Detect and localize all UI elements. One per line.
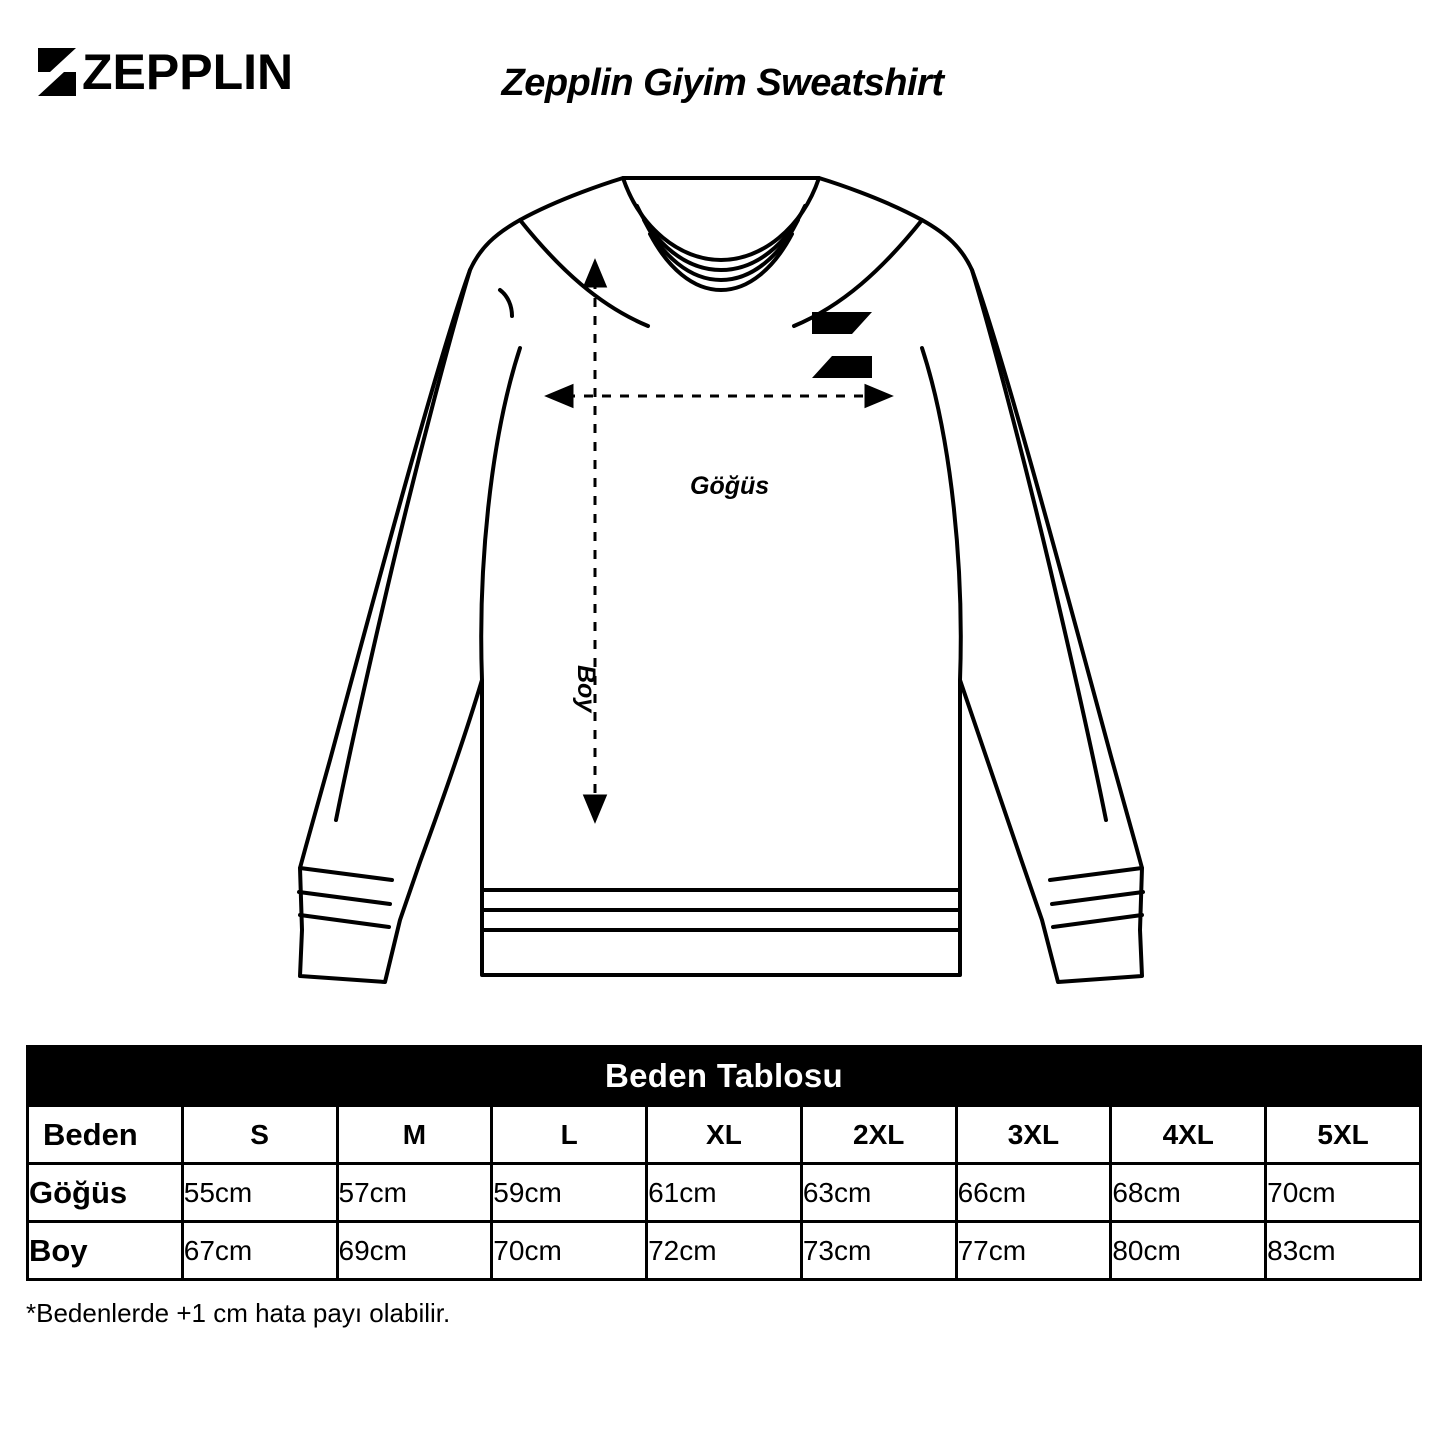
header-cell-4xl: 4XL <box>1111 1106 1266 1164</box>
header-cell-beden: Beden <box>28 1106 183 1164</box>
cell-gogus-3xl: 66cm <box>956 1164 1111 1222</box>
cell-boy-5xl: 83cm <box>1266 1222 1421 1280</box>
header-cell-s: S <box>182 1106 337 1164</box>
page-header <box>0 0 1445 140</box>
header-cell-m: M <box>337 1106 492 1164</box>
footnote: *Bedenlerde +1 cm hata payı olabilir. <box>26 1298 451 1328</box>
size-table-wrapper <box>26 1045 1422 1281</box>
sweatshirt-technical-drawing <box>0 120 1445 1030</box>
garment-z-logo-icon <box>812 312 872 378</box>
cell-boy-2xl: 73cm <box>801 1222 956 1280</box>
page-title-bold: Sweatshirt <box>756 62 944 104</box>
page-title-light: Zepplin Giyim <box>501 62 747 104</box>
header-cell-3xl: 3XL <box>956 1106 1111 1164</box>
cell-boy-xl: 72cm <box>647 1222 802 1280</box>
cell-gogus-4xl: 68cm <box>1111 1164 1266 1222</box>
size-table-title-row <box>28 1047 1421 1106</box>
chest-measure-label: Göğüs <box>690 472 770 500</box>
size-table <box>26 1045 1422 1281</box>
row-label-gogus: Göğüs <box>28 1164 183 1222</box>
cell-gogus-s: 55cm <box>182 1164 337 1222</box>
length-measure-label: Boy <box>572 665 600 713</box>
table-row <box>28 1222 1421 1280</box>
row-label-boy: Boy <box>28 1222 183 1280</box>
header-cell-5xl: 5XL <box>1266 1106 1421 1164</box>
table-row <box>28 1164 1421 1222</box>
brand-name: ZEPPLIN <box>82 44 294 100</box>
cell-gogus-xl: 61cm <box>647 1164 802 1222</box>
header-cell-2xl: 2XL <box>801 1106 956 1164</box>
cell-boy-4xl: 80cm <box>1111 1222 1266 1280</box>
cell-boy-l: 70cm <box>492 1222 647 1280</box>
cell-gogus-m: 57cm <box>337 1164 492 1222</box>
cell-boy-3xl: 77cm <box>956 1222 1111 1280</box>
cell-boy-s: 67cm <box>182 1222 337 1280</box>
page-title <box>0 62 1445 105</box>
cell-boy-m: 69cm <box>337 1222 492 1280</box>
header-cell-xl: XL <box>647 1106 802 1164</box>
cell-gogus-l: 59cm <box>492 1164 647 1222</box>
cell-gogus-2xl: 63cm <box>801 1164 956 1222</box>
size-table-header-row <box>28 1106 1421 1164</box>
size-table-title: Beden Tablosu <box>28 1047 1421 1106</box>
header-cell-l: L <box>492 1106 647 1164</box>
cell-gogus-5xl: 70cm <box>1266 1164 1421 1222</box>
